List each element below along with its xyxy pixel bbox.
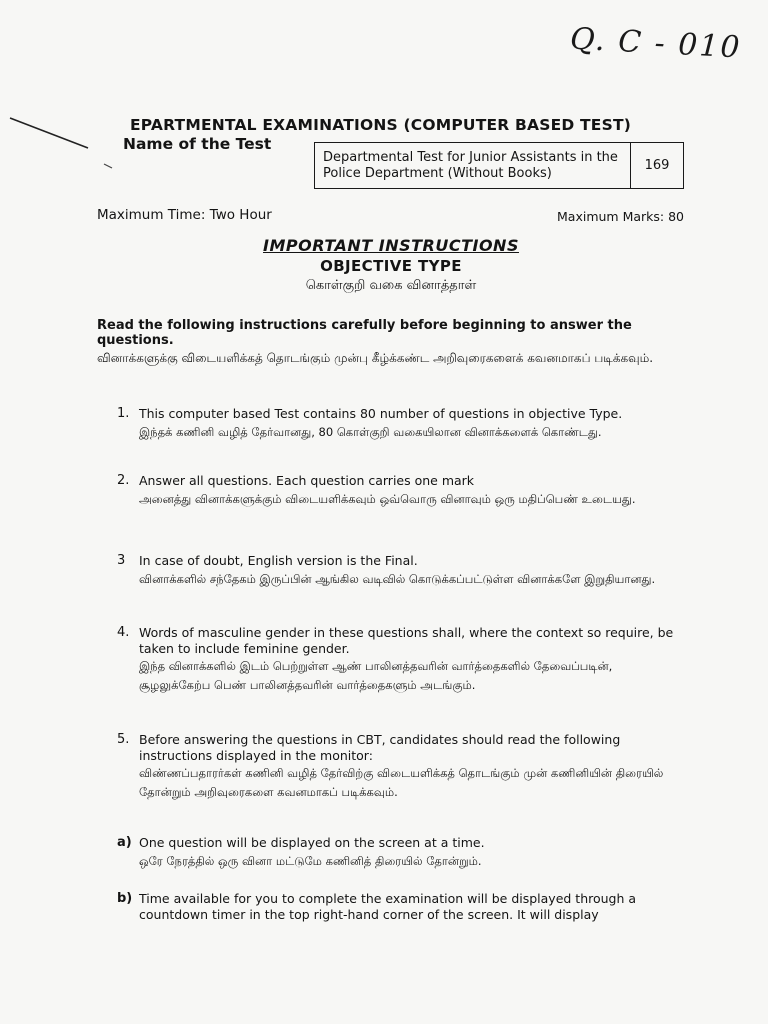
max-time: Maximum Time: Two Hour: [97, 207, 272, 223]
exam-title: EPARTMENTAL EXAMINATIONS (COMPUTER BASED TEST): [130, 116, 631, 134]
item-tamil: இந்த வினாக்களில் இடம் பெற்றுள்ள ஆண் பாலினத்தவரின் வார்த்தைகளில் தேவைப்படின், சூழலுக்கேற்ப பெண் பாலினத்தவரின் வார்த்தைகளும் அடங்கும்.: [139, 659, 613, 692]
test-code: 169: [644, 158, 670, 173]
instruction-item: [117, 473, 687, 509]
test-name-label: Name of the Test: [123, 135, 272, 153]
test-description: Departmental Test for Junior Assistants in the Police Department (Without Books): [315, 143, 631, 188]
intro-tamil: வினாக்களுக்கு விடையளிக்கத் தொடங்கும் முன்பு கீழ்க்கண்ட அறிவுரைகளைக் கவனமாகப் படிக்கவும்.: [97, 351, 654, 365]
instruction-item: [117, 553, 687, 589]
instruction-item: [117, 625, 687, 695]
intro-paragraph: [97, 318, 687, 367]
item-number: 5.: [117, 732, 130, 747]
max-marks: Maximum Marks: 80: [557, 209, 684, 224]
item-english: In case of doubt, English version is the Final.: [139, 553, 418, 568]
item-number: 2.: [117, 473, 130, 488]
test-name-box: [314, 142, 684, 189]
item-number: 1.: [117, 406, 130, 421]
item-number: 3: [117, 553, 126, 568]
objective-type-heading: OBJECTIVE TYPE: [320, 257, 462, 275]
pen-stroke-mark: [8, 112, 118, 182]
sub-item-tamil: ஒரே நேரத்தில் ஒரு வினா மட்டுமே கணினித் திரையில் தோன்றும்.: [139, 853, 482, 868]
item-tamil: அனைத்து வினாக்களுக்கும் விடையளிக்கவும் ஒவ்வொரு வினாவும் ஒரு மதிப்பெண் உடையது.: [139, 491, 636, 506]
sub-item-letter: a): [117, 835, 132, 850]
item-english: Words of masculine gender in these questions shall, where the context so require, be taken to include feminine gender.: [139, 625, 674, 656]
sub-instruction-item: [117, 891, 687, 922]
item-tamil: விண்ணப்பதாரர்கள் கணினி வழித் தேர்விற்கு விடையளிக்கத் தொடங்கும் முன் கணினியின் திரையில் தோன்றும் அறிவுரைகளை கவனமாகப் படிக்கவும்.: [139, 766, 664, 799]
sub-instruction-item: [117, 835, 687, 871]
item-tamil: வினாக்களில் சந்தேகம் இருப்பின் ஆங்கில வடிவில் கொடுக்கப்பட்டுள்ள வினாக்களே இறுதியானது.: [139, 571, 656, 586]
handwritten-code: Q. C - 010: [569, 21, 743, 66]
item-english: This computer based Test contains 80 number of questions in objective Type.: [139, 406, 623, 421]
instruction-item: [117, 732, 687, 802]
instruction-item: [117, 406, 687, 442]
item-english: Before answering the questions in CBT, candidates should read the following instructions displayed in the monitor:: [139, 732, 621, 763]
item-number: 4.: [117, 625, 130, 640]
sub-item-english: Time available for you to complete the examination will be displayed through a countdown timer in the top right-hand corner of the screen. It will display: [139, 891, 637, 922]
sub-item-english: One question will be displayed on the screen at a time.: [139, 835, 485, 850]
item-tamil: இந்தக் கணினி வழித் தேர்வானது, 80 கொள்குறி வகையிலான வினாக்களைக் கொண்டது.: [139, 424, 602, 439]
sub-item-letter: b): [117, 891, 133, 906]
intro-english: Read the following instructions carefully before beginning to answer the questions.: [97, 318, 632, 348]
objective-type-tamil-heading: கொள்குறி வகை வினாத்தாள்: [305, 278, 477, 293]
item-english: Answer all questions. Each question carries one mark: [139, 473, 475, 488]
important-instructions-heading: IMPORTANT INSTRUCTIONS: [263, 236, 519, 255]
